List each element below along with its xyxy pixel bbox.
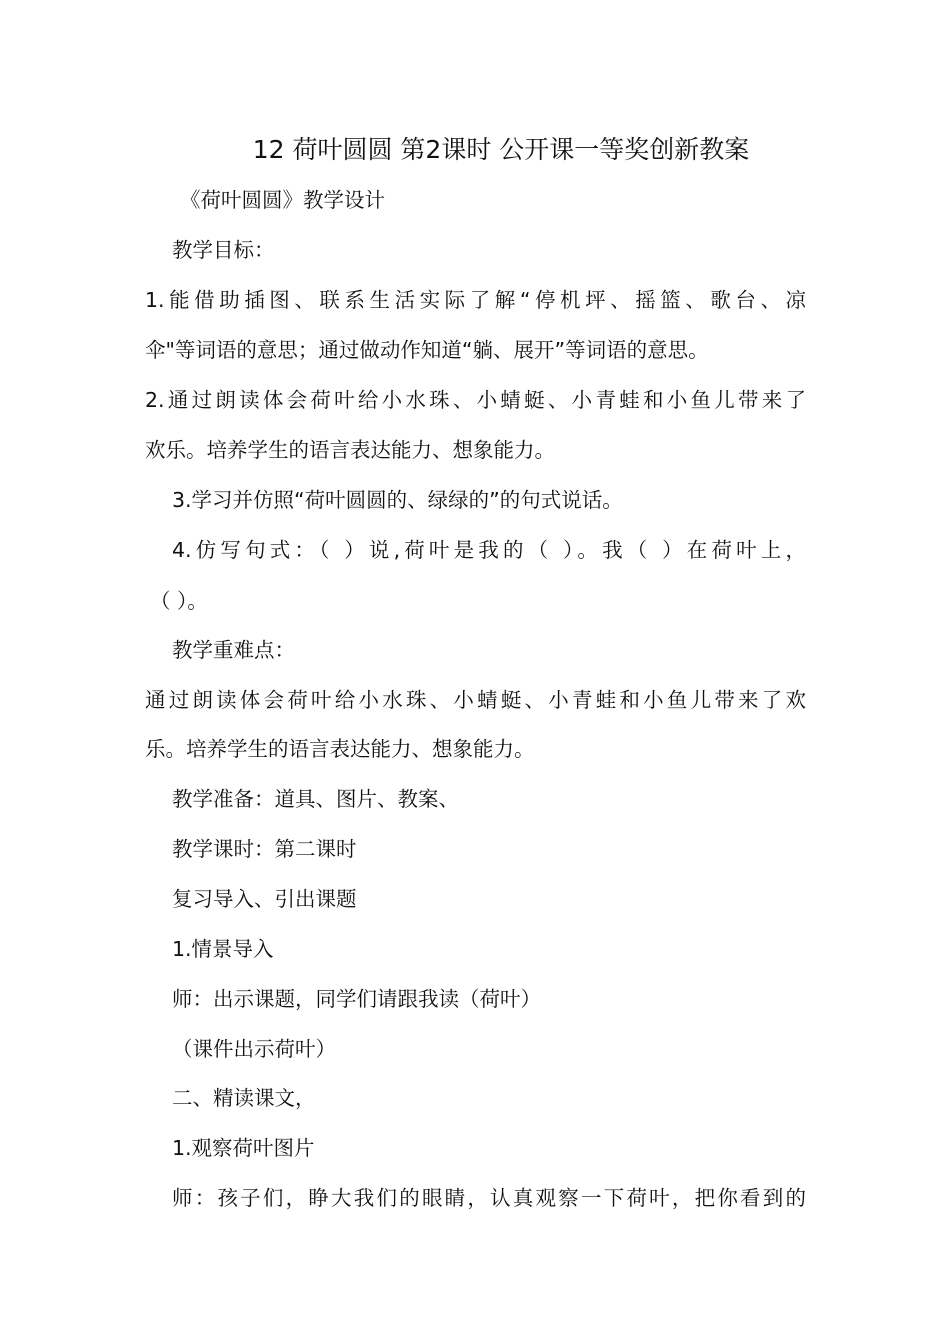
section-heading-reading: 二、精读课文， bbox=[172, 1086, 316, 1110]
paragraph-line: 1.情景导入 bbox=[172, 937, 274, 961]
paragraph-line: 教学准备：道具、图片、教案、 bbox=[172, 787, 459, 811]
paragraph-line: 1.能借助插图、联系生活实际了解“停机坪、摇篮、歌台、凉 bbox=[145, 288, 806, 312]
paragraph-line: 通过朗读体会荷叶给小水珠、小蜻蜓、小青蛙和小鱼儿带来了欢 bbox=[145, 688, 806, 712]
paragraph-line: 2.通过朗读体会荷叶给小水珠、小蜻蜓、小青蛙和小鱼儿带来了 bbox=[145, 388, 806, 412]
paragraph-line: 伞"等词语的意思；通过做动作知道“躺、展开”等词语的意思。 bbox=[145, 338, 709, 362]
paragraph-line: 师：出示课题，同学们请跟我读（荷叶） bbox=[172, 987, 541, 1011]
paragraph-line: 欢乐。培养学生的语言表达能力、想象能力。 bbox=[145, 438, 555, 462]
paragraph-line: 教学课时：第二课时 bbox=[172, 837, 357, 861]
subtitle-line: 《荷叶圆圆》教学设计 bbox=[180, 188, 385, 212]
paragraph-line: 1.观察荷叶图片 bbox=[172, 1136, 315, 1160]
paragraph-line: 师：孩子们，睁大我们的眼睛，认真观察一下荷叶，把你看到的 bbox=[172, 1186, 806, 1210]
section-heading-key-points: 教学重难点： bbox=[172, 638, 295, 662]
paragraph-line: 4.仿写句式：（ ）说,荷叶是我的（ ）。我（ ）在荷叶上， bbox=[172, 538, 806, 562]
paragraph-line: （ ）。 bbox=[150, 589, 208, 613]
paragraph-line: （课件出示荷叶） bbox=[172, 1037, 336, 1061]
section-heading-objectives: 教学目标： bbox=[172, 238, 275, 262]
paragraph-line: 乐。培养学生的语言表达能力、想象能力。 bbox=[145, 737, 535, 761]
document-title: 12 荷叶圆圆 第2课时 公开课一等奖创新教案 bbox=[252, 135, 750, 164]
section-heading-review: 复习导入、引出课题 bbox=[172, 887, 357, 911]
paragraph-line: 3.学习并仿照“荷叶圆圆的、绿绿的”的句式说话。 bbox=[172, 488, 623, 512]
